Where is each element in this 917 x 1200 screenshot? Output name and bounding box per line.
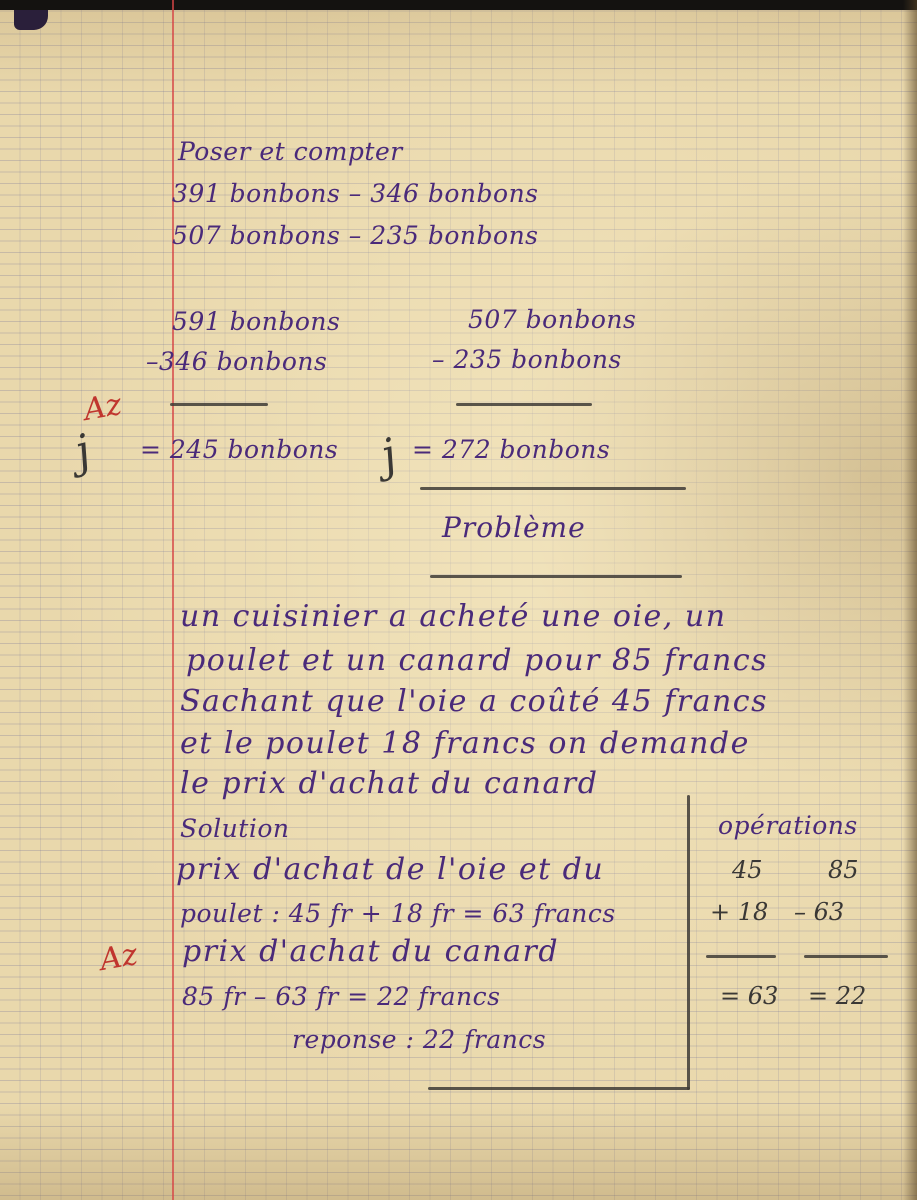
op2-bottom: – 63 — [794, 898, 845, 926]
op1-rule — [706, 955, 776, 958]
right-operand-bottom: – 235 bonbons — [432, 345, 622, 374]
op1-result: = 63 — [720, 982, 779, 1010]
binding-shadow — [903, 0, 917, 1200]
op1-top: 45 — [732, 856, 763, 884]
op2-top: 85 — [828, 856, 859, 884]
op2-rule — [804, 955, 888, 958]
right-result-rule — [456, 403, 592, 406]
page-top-edge — [0, 0, 917, 10]
problem-title: Problème — [442, 511, 586, 544]
left-result: = 245 bonbons — [140, 435, 339, 464]
left-operand-bottom: –346 bonbons — [146, 347, 328, 376]
exercise-line-2: 507 bonbons – 235 bonbons — [172, 221, 539, 250]
op2-result: = 22 — [808, 982, 867, 1010]
check-mark-left: j — [69, 425, 97, 478]
operations-divider — [687, 795, 690, 1090]
teacher-initials-2: Az — [97, 937, 141, 978]
right-result: = 272 bonbons — [412, 435, 611, 464]
solution-line-3: prix d'achat du canard — [182, 934, 560, 969]
problem-line-3: Sachant que l'oie a coûté 45 francs — [180, 684, 768, 719]
bottom-rule — [428, 1087, 690, 1090]
title-underline — [430, 575, 682, 578]
solution-heading: Solution — [180, 814, 290, 843]
teacher-initials-1: Az — [81, 387, 125, 428]
left-operand-top: 591 bonbons — [172, 307, 341, 336]
ink-corner-stain — [14, 10, 48, 30]
problem-line-4: et le poulet 18 francs on demande — [180, 726, 750, 761]
solution-line-4: 85 fr – 63 fr = 22 francs — [182, 982, 501, 1011]
problem-line-2: poulet et un canard pour 85 francs — [186, 643, 769, 678]
solution-line-1: prix d'achat de l'oie et du — [176, 852, 605, 887]
section-divider-rule — [420, 487, 686, 490]
instruction-text: Poser et compter — [178, 137, 403, 166]
left-result-rule — [170, 403, 268, 406]
check-mark-right: j — [375, 429, 403, 482]
answer-line: reponse : 22 francs — [292, 1025, 547, 1054]
problem-line-1: un cuisinier a acheté une oie, un — [180, 599, 727, 634]
operations-heading: opérations — [718, 811, 858, 840]
exercise-line-1: 391 bonbons – 346 bonbons — [172, 179, 539, 208]
op1-bottom: + 18 — [710, 898, 769, 926]
right-operand-top: 507 bonbons — [468, 305, 637, 334]
solution-line-2: poulet : 45 fr + 18 fr = 63 francs — [180, 899, 616, 928]
problem-line-5: le prix d'achat du canard — [180, 766, 599, 801]
